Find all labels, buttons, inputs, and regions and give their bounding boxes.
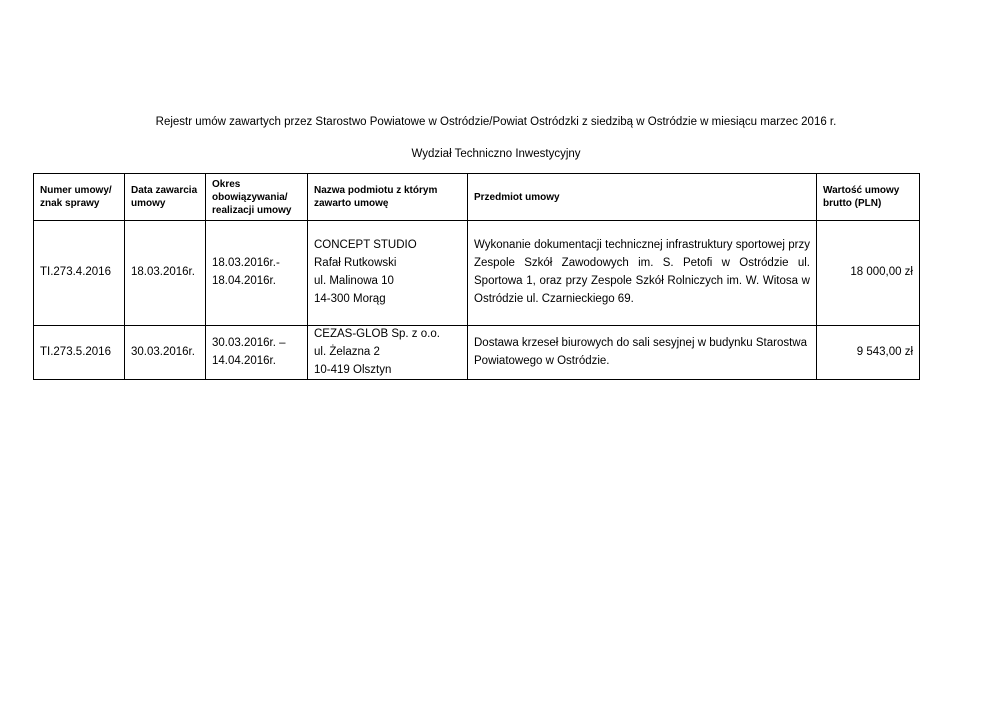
table-row: [34, 221, 920, 326]
contracts-register-table: [33, 173, 920, 380]
header-contractor-name: Nazwa podmiotu z którym zawarto umowę: [308, 174, 468, 221]
signing-date: 18.03.2016r.: [125, 221, 206, 326]
document-title: Rejestr umów zawartych przez Starostwo Powiatowe w Ostródzie/Powiat Ostródzki z siedzibą w Ostródzie w miesiącu marzec 2016 r.: [155, 116, 837, 128]
contract-subject: Wykonanie dokumentacji technicznej infrastruktury sportowej przy Zespole Szkół Zawodowych im. S. Petofi w Ostródzie ul. Sportowa 1, oraz przy Zespole Szkół Rolniczych im. W. Witosa w Ostródzie ul. Czarnieckiego 69.: [468, 221, 817, 326]
contract-number: TI.273.5.2016: [34, 326, 125, 380]
gross-value: 18 000,00 zł: [817, 221, 920, 326]
table-header-row: [34, 174, 920, 221]
validity-period: 30.03.2016r. – 14.04.2016r.: [206, 326, 308, 380]
contractor-name: CONCEPT STUDIO Rafał Rutkowski ul. Malinowa 10 14-300 Morąg: [308, 221, 468, 326]
contract-subject: Dostawa krzeseł biurowych do sali sesyjnej w budynku Starostwa Powiatowego w Ostródzie.: [468, 326, 817, 380]
header-gross-value: Wartość umowy brutto (PLN): [817, 174, 920, 221]
department-name: Wydział Techniczno Inwestycyjny: [411, 148, 581, 160]
gross-value: 9 543,00 zł: [817, 326, 920, 380]
header-validity-period: Okres obowiązywania/ realizacji umowy: [206, 174, 308, 221]
contractor-name: CEZAS-GLOB Sp. z o.o. ul. Żelazna 2 10-419 Olsztyn: [308, 326, 468, 380]
signing-date: 30.03.2016r.: [125, 326, 206, 380]
contract-number: TI.273.4.2016: [34, 221, 125, 326]
header-contract-number: Numer umowy/ znak sprawy: [34, 174, 125, 221]
header-signing-date: Data zawarcia umowy: [125, 174, 206, 221]
table-row: [34, 326, 920, 380]
header-contract-subject: Przedmiot umowy: [468, 174, 817, 221]
validity-period: 18.03.2016r.- 18.04.2016r.: [206, 221, 308, 326]
